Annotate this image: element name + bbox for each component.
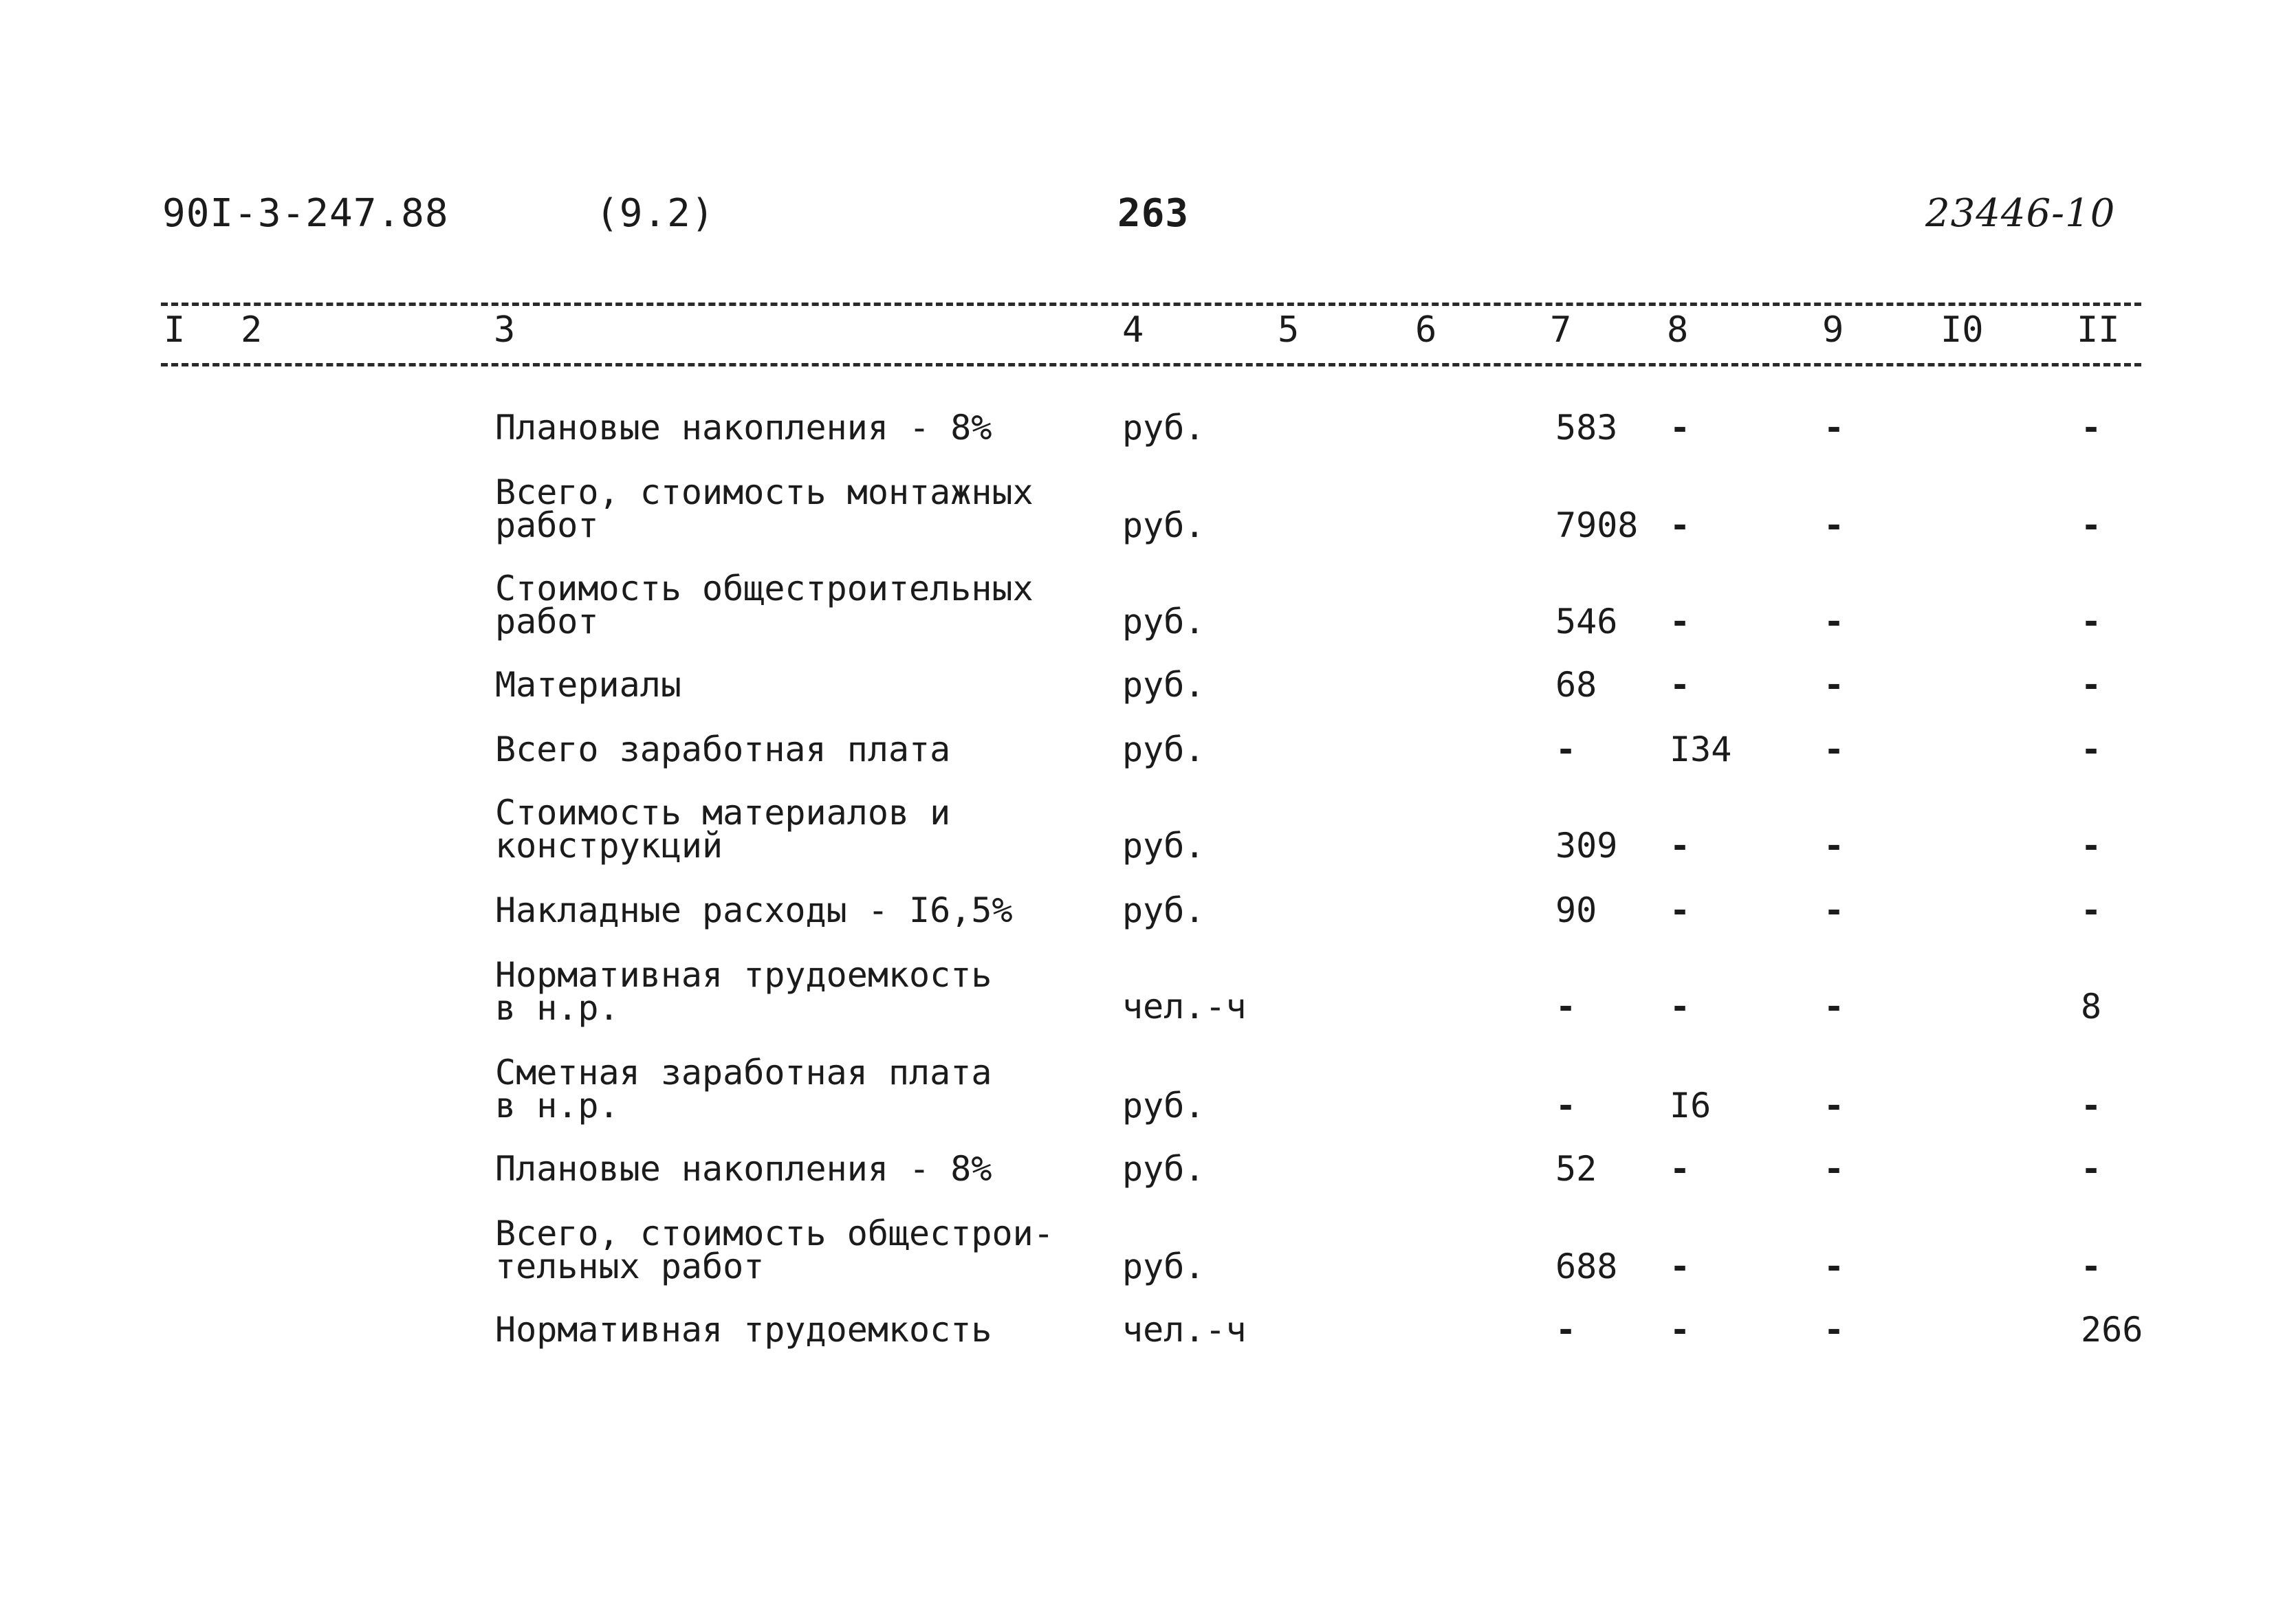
- column-number-6: 6: [1415, 309, 1437, 351]
- table-cell-col11: -: [2081, 729, 2102, 769]
- table-cell-col7: -: [1555, 1310, 1577, 1350]
- table-cell-col8: -: [1670, 826, 1691, 866]
- table-cell-col11: -: [2081, 665, 2102, 705]
- document-code: 90I-3-247.88: [162, 191, 449, 236]
- table-cell-col7: 7908: [1555, 505, 1639, 545]
- section-number: (9.2): [595, 191, 715, 236]
- table-cell-col9: -: [1824, 665, 1845, 705]
- table-cell-col9: -: [1824, 602, 1845, 641]
- column-number-1: I: [164, 309, 186, 351]
- table-cell-col8: -: [1670, 1247, 1691, 1286]
- column-number-7: 7: [1550, 309, 1572, 351]
- table-row-unit: чел.-ч: [1122, 987, 1247, 1027]
- table-cell-col11: -: [2081, 408, 2102, 448]
- table-cell-col7: 90: [1555, 890, 1597, 930]
- table-cell-col8: -: [1670, 890, 1691, 930]
- table-row-name: Всего заработная плата: [495, 729, 951, 769]
- table-cell-col9: -: [1824, 1149, 1845, 1189]
- table-row-unit: чел.-ч: [1122, 1310, 1247, 1350]
- table-row-unit: руб.: [1122, 602, 1205, 641]
- column-number-11: II: [2077, 309, 2120, 351]
- table-cell-col9: -: [1824, 890, 1845, 930]
- table-row-name: Плановые накопления - 8%: [495, 408, 992, 448]
- column-number-2: 2: [241, 309, 263, 351]
- table-cell-col11: -: [2081, 1086, 2102, 1126]
- column-number-3: 3: [494, 309, 516, 351]
- table-row-name: Нормативная трудоемкость в н.р.: [495, 955, 992, 1028]
- table-cell-col9: -: [1824, 729, 1845, 769]
- table-cell-col8: -: [1670, 602, 1691, 641]
- table-cell-col7: 583: [1555, 408, 1618, 448]
- table-cell-col9: -: [1824, 987, 1845, 1027]
- table-cell-col11: -: [2081, 505, 2102, 545]
- table-cell-col9: -: [1824, 1086, 1845, 1126]
- column-number-8: 8: [1667, 309, 1689, 351]
- table-cell-col9: -: [1824, 408, 1845, 448]
- table-cell-col8: -: [1670, 987, 1691, 1027]
- table-cell-col7: -: [1555, 1086, 1577, 1126]
- table-row-unit: руб.: [1122, 729, 1205, 769]
- table-row-name: Стоимость общестроительных работ: [495, 569, 1034, 641]
- table-header-rule: [161, 363, 2141, 366]
- table-cell-col8: -: [1670, 505, 1691, 545]
- table-top-rule: [161, 303, 2141, 306]
- table-cell-col11: 8: [2081, 987, 2102, 1027]
- table-cell-col9: -: [1824, 1310, 1845, 1350]
- sheet-number: 23446-10: [1925, 191, 2116, 236]
- table-cell-col8: -: [1670, 665, 1691, 705]
- table-cell-col7: 546: [1555, 602, 1618, 641]
- table-row-unit: руб.: [1122, 1247, 1205, 1286]
- table-cell-col7: 52: [1555, 1149, 1597, 1189]
- table-row-unit: руб.: [1122, 890, 1205, 930]
- table-row-name: Накладные расходы - I6,5%: [495, 890, 1013, 930]
- column-number-4: 4: [1122, 309, 1144, 351]
- table-cell-col11: -: [2081, 602, 2102, 641]
- table-cell-col9: -: [1824, 505, 1845, 545]
- table-cell-col11: -: [2081, 890, 2102, 930]
- table-cell-col9: -: [1824, 826, 1845, 866]
- column-number-5: 5: [1278, 309, 1300, 351]
- table-cell-col8: -: [1670, 408, 1691, 448]
- table-cell-col7: -: [1555, 987, 1577, 1027]
- page-number: 263: [1117, 191, 1190, 236]
- table-cell-col7: -: [1555, 729, 1577, 769]
- table-row-name: Стоимость материалов и конструкций: [495, 793, 951, 866]
- table-cell-col7: 309: [1555, 826, 1618, 866]
- table-row-name: Всего, стоимость монтажных работ: [495, 472, 1034, 545]
- table-cell-col8: -: [1670, 1149, 1691, 1189]
- table-row-name: Плановые накопления - 8%: [495, 1149, 992, 1189]
- table-cell-col8: -: [1670, 1310, 1691, 1350]
- table-cell-col11: -: [2081, 1247, 2102, 1286]
- table-cell-col7: 688: [1555, 1247, 1618, 1286]
- column-number-10: I0: [1940, 309, 1984, 351]
- table-row-unit: руб.: [1122, 505, 1205, 545]
- table-cell-col8: I34: [1670, 729, 1732, 769]
- table-cell-col9: -: [1824, 1247, 1845, 1286]
- table-row-name: Материалы: [495, 665, 681, 705]
- table-cell-col11: 266: [2081, 1310, 2143, 1350]
- table-row-unit: руб.: [1122, 408, 1205, 448]
- table-row-unit: руб.: [1122, 826, 1205, 866]
- table-row-unit: руб.: [1122, 1149, 1205, 1189]
- table-row-unit: руб.: [1122, 1086, 1205, 1126]
- table-row-name: Всего, стоимость общестрои- тельных работ: [495, 1214, 1054, 1286]
- table-row-name: Сметная заработная плата в н.р.: [495, 1053, 992, 1126]
- table-row-name: Нормативная трудоемкость: [495, 1310, 992, 1350]
- table-cell-col11: -: [2081, 826, 2102, 866]
- table-cell-col7: 68: [1555, 665, 1597, 705]
- column-number-9: 9: [1822, 309, 1844, 351]
- table-cell-col8: I6: [1670, 1086, 1712, 1126]
- table-cell-col11: -: [2081, 1149, 2102, 1189]
- table-row-unit: руб.: [1122, 665, 1205, 705]
